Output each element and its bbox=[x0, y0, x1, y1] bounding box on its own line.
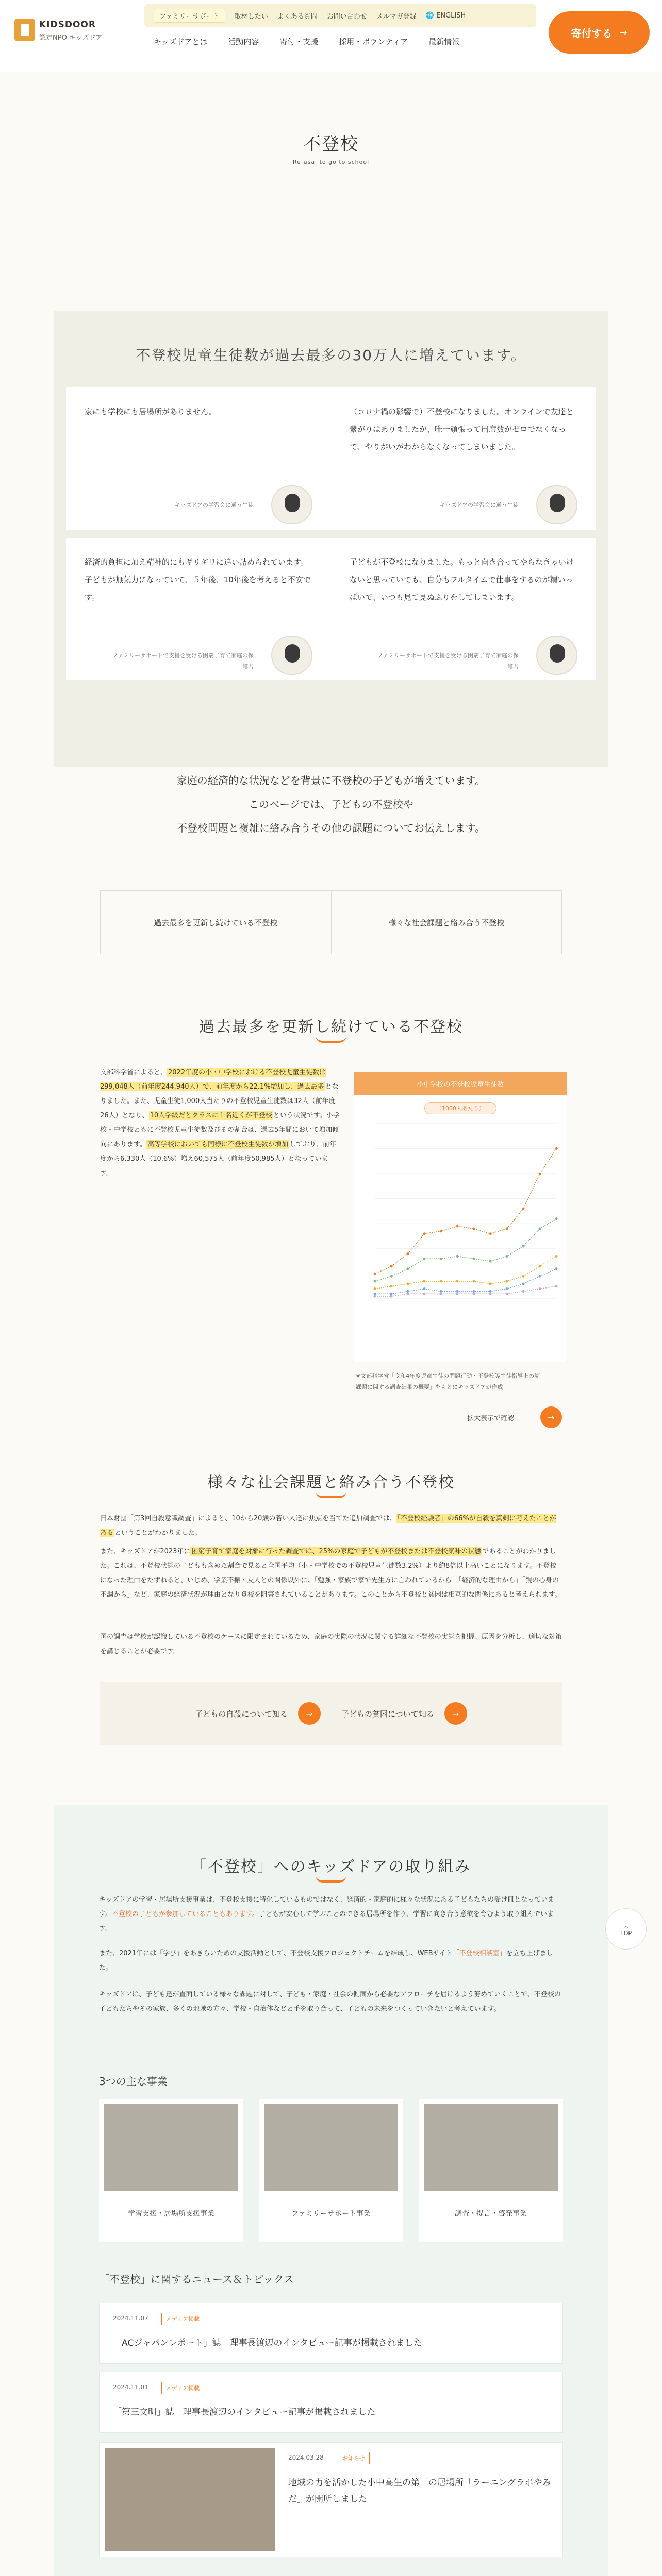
news-date: 2024.11.07 bbox=[113, 2315, 148, 2322]
news-badge: メディア掲載 bbox=[161, 2313, 204, 2325]
series-line bbox=[375, 1219, 556, 1281]
avatar bbox=[536, 636, 577, 675]
util-link-family-support[interactable]: ファミリーサポート bbox=[154, 9, 225, 23]
series-line bbox=[375, 1149, 556, 1274]
data-point bbox=[407, 1282, 409, 1285]
efforts-title: 「不登校」へのキッズドアの取り組み bbox=[191, 1858, 471, 1876]
news-badge: お知らせ bbox=[338, 2452, 370, 2464]
voice-source: キッズドアの学習会に通う生徒 bbox=[439, 502, 519, 509]
voice-card bbox=[66, 387, 331, 530]
record-text: 文部科学省によると、 bbox=[100, 1069, 168, 1076]
data-point bbox=[407, 1293, 409, 1295]
data-point bbox=[522, 1208, 525, 1210]
link-suicide-label: 子どもの自殺について知る bbox=[195, 1709, 288, 1719]
project-label: 学習支援・居場所支援事業 bbox=[128, 2210, 214, 2218]
project-card[interactable] bbox=[259, 2099, 403, 2242]
data-point bbox=[374, 1280, 376, 1283]
news-title-text: 「第三文明」誌 理事長渡辺のインタビュー記事が掲載されました bbox=[113, 2407, 376, 2417]
issues-para-1 bbox=[100, 1512, 562, 1540]
nav-activities[interactable]: 活動内容 bbox=[228, 37, 259, 46]
record-text: という状況です。小学校・中学校ともに不登校児童生徒数及びその割合は、過去5年間において増加傾向にあります。 bbox=[100, 1112, 340, 1148]
data-point bbox=[555, 1285, 558, 1287]
anchor-link-issues[interactable]: 様々な社会課題と絡み合う不登校 bbox=[331, 891, 562, 954]
util-link-newsletter[interactable]: メルマガ登録 bbox=[376, 12, 417, 21]
issues-highlight: 困窮子育て家庭を対象に行った調査では、25%の家庭で子どもが不登校または不登校気味の状態 bbox=[191, 1548, 482, 1555]
issues-para-3: 国の調査は学校が認識している不登校のケースに限定されているため、家庭の実際の状況に関する詳細な不登校の実態を把握、原因を分析し、適切な対策を講じることが必要です。 bbox=[100, 1633, 562, 1655]
issues-text: ということがわかりました。 bbox=[114, 1529, 202, 1537]
data-point bbox=[506, 1280, 508, 1283]
data-point bbox=[407, 1290, 409, 1293]
chart-title: 小中学校の不登校児童生徒数 bbox=[354, 1072, 567, 1095]
record-highlight: 高等学校においても同様に不登校生徒数が増加 bbox=[147, 1141, 288, 1148]
data-point bbox=[555, 1217, 558, 1220]
chevron-up-icon: ︿ bbox=[623, 1922, 629, 1929]
efforts-section bbox=[54, 1805, 608, 2576]
enlarge-arrow-icon[interactable]: → bbox=[540, 1406, 562, 1428]
util-link-contact[interactable]: お問い合わせ bbox=[326, 12, 367, 21]
project-label: 調査・提言・啓発事業 bbox=[455, 2210, 527, 2218]
data-point bbox=[555, 1267, 558, 1270]
issues-para-2 bbox=[100, 1545, 562, 1602]
data-point bbox=[374, 1273, 376, 1275]
nav-recruit[interactable]: 採用・ボランティア bbox=[339, 37, 408, 46]
data-point bbox=[506, 1287, 508, 1290]
voice-card bbox=[66, 538, 331, 680]
data-point bbox=[423, 1293, 426, 1295]
avatar bbox=[271, 636, 312, 675]
data-point bbox=[489, 1290, 492, 1293]
efforts-para-1 bbox=[99, 1893, 563, 1936]
page-title: 不登校 bbox=[303, 134, 359, 155]
data-point bbox=[440, 1290, 442, 1293]
data-point bbox=[522, 1275, 525, 1278]
data-point bbox=[440, 1293, 442, 1295]
news-badge: メディア掲載 bbox=[161, 2382, 204, 2394]
data-point bbox=[456, 1280, 459, 1283]
site-header bbox=[0, 0, 662, 72]
data-point bbox=[522, 1290, 525, 1293]
data-point bbox=[390, 1265, 393, 1267]
data-point bbox=[473, 1258, 475, 1260]
arrow-right-icon: → bbox=[444, 1702, 467, 1725]
issue-links bbox=[100, 1682, 562, 1745]
news-item[interactable] bbox=[99, 2442, 563, 2557]
donate-button[interactable] bbox=[549, 11, 650, 54]
record-highlight: 2022年度の小・中学校における不登校児童生徒数は299,048人（前年度244,940人）で、前年度から22.1%増加し、過去最多 bbox=[100, 1069, 326, 1091]
issues-text: また、キッズドアが2023年に bbox=[100, 1548, 191, 1555]
data-point bbox=[423, 1287, 426, 1290]
data-point bbox=[473, 1290, 475, 1293]
data-point bbox=[456, 1290, 459, 1293]
data-point bbox=[456, 1255, 459, 1258]
data-point bbox=[539, 1287, 541, 1290]
nav-news[interactable]: 最新情報 bbox=[428, 37, 460, 46]
record-text: しており、前年度から6,330人（10.6%）増え60,575人（前年度50,985人）となっています。 bbox=[100, 1141, 336, 1177]
voice-text: 家にも学校にも居場所がありません。 bbox=[85, 407, 217, 416]
data-point bbox=[489, 1232, 492, 1235]
data-point bbox=[539, 1265, 541, 1267]
project-card[interactable] bbox=[99, 2099, 243, 2242]
data-point bbox=[473, 1280, 475, 1283]
data-point bbox=[423, 1280, 426, 1283]
nav-donate-support[interactable]: 寄付・支援 bbox=[279, 37, 319, 46]
consult-link[interactable]: 不登校相談室 bbox=[459, 1950, 500, 1957]
project-photo bbox=[424, 2104, 558, 2191]
data-point bbox=[539, 1173, 541, 1175]
util-link-english[interactable]: 🌐 ENGLISH bbox=[425, 11, 466, 20]
efforts-text: 。子どもが安心して学ぶことのできる居場所を作り、学習に向き合う意欲を育むよう取り組んでいます。 bbox=[99, 1910, 554, 1933]
news-date: 2024.11.01 bbox=[113, 2384, 148, 2391]
avatar bbox=[536, 485, 577, 524]
chart-card[interactable] bbox=[354, 1072, 566, 1362]
arrow-right-icon: → bbox=[619, 27, 627, 38]
intro-line: 家庭の経済的な状況などを背景に不登校の子どもが増えています。 bbox=[176, 774, 486, 787]
data-point bbox=[374, 1293, 376, 1295]
data-point bbox=[473, 1293, 475, 1295]
data-point bbox=[506, 1228, 508, 1230]
logo-icon[interactable] bbox=[14, 19, 35, 41]
donate-label: 寄付する bbox=[571, 27, 613, 40]
issues-title: 様々な社会課題と絡み合う不登校 bbox=[207, 1473, 455, 1492]
efforts-link[interactable]: 不登校の子どもが参加していることもあります bbox=[111, 1910, 252, 1918]
title-decoration bbox=[316, 1036, 346, 1043]
news-title-text: 「ACジャパンレポート」誌 理事長渡辺のインタビュー記事が掲載されました bbox=[113, 2338, 422, 2348]
data-point bbox=[555, 1147, 558, 1150]
intro-line: 不登校問題と複雑に絡み合うその他の課題についてお伝えします。 bbox=[177, 822, 485, 834]
nav-about[interactable]: キッズドアとは bbox=[154, 37, 208, 46]
back-to-top-button[interactable] bbox=[605, 1908, 647, 1950]
data-point bbox=[423, 1232, 426, 1235]
voice-text: （コロナ禍の影響で）不登校になりました。オンラインで友達と繋がりはありましたが、唯一頑張って出席数がゼロでなくなって、やりがいがわからなくなってしまいました。 bbox=[350, 407, 574, 451]
data-point bbox=[407, 1252, 409, 1255]
title-decoration bbox=[316, 1491, 346, 1498]
voice-text: 子どもが不登校になりました。もっと向き合ってやらなきゃいけないと思っていても、自分もフルタイムで仕事をするのが精いっぱいで、いつも見て見ぬふりをしてしまいます。 bbox=[350, 557, 574, 602]
efforts-text: 」を立ち上げました。 bbox=[99, 1950, 553, 1972]
data-point bbox=[374, 1287, 376, 1290]
anchor-links bbox=[100, 890, 562, 954]
intro-text bbox=[0, 767, 662, 840]
data-point bbox=[456, 1225, 459, 1228]
news-item[interactable] bbox=[99, 2372, 563, 2433]
data-point bbox=[456, 1293, 459, 1295]
news-title-text: 地域の力を活かした小中高生の第三の居場所「ラーニングラボやみだ」が開所しました bbox=[288, 2478, 551, 2504]
efforts-text: キッズドアの学習・居場所支援事業は、不登校支援に特化しているものではなく、経済的・家庭的に様々な状況にある子どもたちの受け皿となっています。 bbox=[99, 1896, 555, 1918]
projects-title: 3つの主な事業 bbox=[99, 2075, 168, 2088]
data-point bbox=[390, 1293, 393, 1295]
record-body bbox=[100, 1065, 340, 1181]
data-point bbox=[506, 1293, 508, 1295]
series-line bbox=[375, 1256, 556, 1289]
data-point bbox=[473, 1228, 475, 1230]
project-photo bbox=[264, 2104, 398, 2191]
data-point bbox=[440, 1280, 442, 1283]
news-item[interactable] bbox=[99, 2303, 563, 2364]
data-point bbox=[374, 1295, 376, 1298]
data-point bbox=[390, 1295, 393, 1298]
record-text: となりました。また、児童生徒1,000人当たりの不登校児童生徒数は32人（前年度26人）となり、 bbox=[100, 1083, 339, 1120]
issues-text: 日本財団「第3回自殺意識調査」によると、10から20歳の若い人達に焦点を当てた追加調査では、 bbox=[100, 1515, 396, 1522]
data-point bbox=[390, 1275, 393, 1278]
voices-title: 不登校児童生徒数が過去最多の30万人に増えています。 bbox=[136, 347, 526, 364]
english-label: ENGLISH bbox=[436, 11, 466, 20]
data-point bbox=[539, 1228, 541, 1230]
data-point bbox=[555, 1255, 558, 1258]
data-point bbox=[407, 1267, 409, 1270]
record-highlight: 10人学級だとクラスに１名近くが不登校 bbox=[150, 1112, 272, 1120]
logo-subtitle: 認定NPO キッズドア bbox=[39, 34, 103, 42]
data-point bbox=[489, 1293, 492, 1295]
data-point bbox=[539, 1275, 541, 1278]
efforts-para-3: キッズドアは、子ども達が直面している様々な課題に対して、子ども・家庭・社会の側面から必要なアプローチを届けるよう努めていくことで、不登校の子どもたちやその家族、多くの地域の方々、学校・自治体などと手を取り合って、子どもの未来をつくっていきたいと考えています。 bbox=[99, 1991, 561, 2013]
issues-text: であることがわかりました。これは、不登校状態の子どもも含めた割合で見ると全国平均（小・中学校での不登校児童生徒数3.2%）より約8倍以上高いことになります。不登校になった理由をたずねると、いじめ、学業不振・友人との関係以外に、「勉強・家族で家で先生方に言われているから」「経済的な理由から」「親の心身の不調から」など、家庭の経済状況が理由となり登校を阻害されていることがあります。このことから不登校と貧困は相互的な関係にあると考えられます。 bbox=[100, 1548, 561, 1599]
project-photo bbox=[104, 2104, 238, 2191]
link-poverty[interactable] bbox=[341, 1702, 467, 1725]
util-link-press[interactable]: 取材したい bbox=[234, 12, 268, 21]
page-subtitle: Refusal to go to school bbox=[292, 159, 370, 165]
data-point bbox=[489, 1260, 492, 1263]
voices-section bbox=[54, 311, 608, 767]
data-point bbox=[390, 1285, 393, 1287]
voice-source: ファミリーサポートで支援を受ける困窮子育て家庭の保護者 bbox=[377, 652, 519, 670]
news-photo bbox=[105, 2448, 275, 2551]
efforts-text: また、2021年には「学び」をあきらいための支援活動として、不登校支援プロジェクトチームを結成し、WEBサイト「 bbox=[99, 1950, 459, 1957]
top-label: TOP bbox=[620, 1929, 632, 1937]
data-point bbox=[506, 1255, 508, 1258]
data-point bbox=[489, 1282, 492, 1285]
news-date: 2024.03.28 bbox=[288, 2454, 324, 2461]
data-point bbox=[423, 1258, 426, 1260]
data-point bbox=[522, 1245, 525, 1248]
voice-card bbox=[331, 387, 596, 530]
utility-bar bbox=[144, 4, 536, 27]
data-point bbox=[440, 1230, 442, 1232]
record-title: 過去最多を更新し続けている不登校 bbox=[199, 1018, 463, 1036]
link-poverty-label: 子どもの貧困について知る bbox=[341, 1709, 434, 1719]
data-point bbox=[440, 1258, 442, 1260]
voice-text: 経済的負担に加え精神的にもギリギリに追い詰められています。子どもが無気力になっていて、５年後、10年後を考えると不安です。 bbox=[85, 557, 311, 602]
enlarge-link[interactable]: 拡大表示で確認 bbox=[467, 1415, 515, 1422]
util-link-faq[interactable]: よくある質問 bbox=[277, 12, 318, 21]
project-card[interactable] bbox=[419, 2099, 563, 2242]
voice-source: ファミリーサポートで支援を受ける困窮子育て家庭の保護者 bbox=[112, 652, 254, 670]
link-suicide[interactable] bbox=[195, 1702, 321, 1725]
voice-card bbox=[331, 538, 596, 680]
voice-source: キッズドアの学習会に通う生徒 bbox=[174, 502, 254, 509]
line-chart bbox=[354, 1072, 567, 1363]
main-nav bbox=[154, 36, 459, 47]
avatar bbox=[271, 485, 312, 524]
news-title: 「不登校」に関するニュース＆トピックス bbox=[99, 2273, 294, 2285]
arrow-right-icon: → bbox=[298, 1702, 321, 1725]
logo-name[interactable]: KIDSDOOR bbox=[39, 20, 96, 30]
issues-highlight: 「不登校経験者」の66%が自殺を真剣に考えたことがある bbox=[100, 1515, 556, 1537]
chart-unit-tag: （1000人あたり） bbox=[424, 1102, 496, 1114]
data-point bbox=[522, 1282, 525, 1285]
efforts-para-2 bbox=[99, 1946, 563, 1975]
chart-note: ※文部科学省「令和4年度児童生徒の問題行動・不登校等生徒指導上の諸課題に関する調査結果の概要」をもとにキッズドアが作成 bbox=[356, 1372, 540, 1391]
project-label: ファミリーサポート事業 bbox=[291, 2210, 371, 2218]
title-decoration bbox=[316, 1875, 346, 1883]
intro-line: このページでは、子どもの不登校や bbox=[249, 798, 413, 810]
anchor-link-record[interactable]: 過去最多を更新し続けている不登校 bbox=[100, 891, 331, 954]
